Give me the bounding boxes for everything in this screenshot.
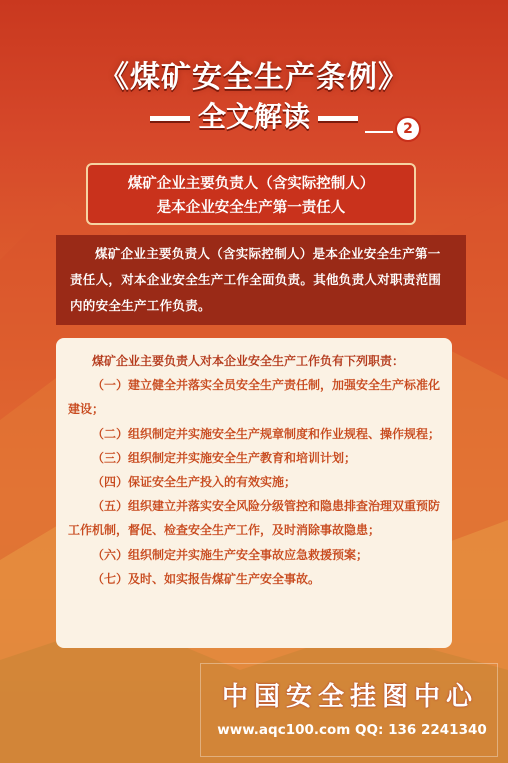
duties-intro: 煤矿企业主要负责人对本企业安全生产工作负有下列职责：: [92, 354, 405, 368]
badge-underline: [365, 131, 393, 133]
watermark-box: [200, 663, 498, 757]
dash-left: [150, 116, 190, 121]
duty-item: （三）组织制定并实施安全生产教育和培训计划；: [92, 450, 357, 465]
poster-title: 《煤矿安全生产条例》: [99, 60, 409, 95]
headline-line-2: 是本企业安全生产第一责任人: [156, 200, 346, 216]
duty-item: （六）组织制定并实施生产安全事故应急救援预案；: [92, 547, 369, 562]
dash-right: [318, 116, 358, 121]
duty-item: （二）组织制定并实施安全生产规章制度和作业规程、操作规程；: [92, 426, 441, 441]
duty-item: （四）保证安全生产投入的有效实施；: [92, 475, 297, 490]
duty-item: （七）及时、如实报告煤矿生产安全事故。: [92, 571, 321, 586]
duties-box: [56, 338, 452, 648]
headline-line-1: 煤矿企业主要负责人（含实际控制人）: [127, 176, 375, 192]
duty-item: （五）组织建立并落实安全风险分级管控和隐患排查治理双重预防工作机制，督促、检查安全生产工作，及时消除事故隐患；: [68, 499, 441, 538]
headline-box: [86, 163, 416, 225]
summary-text: 煤矿企业主要负责人（含实际控制人）是本企业安全生产第一责任人，对本企业安全生产工作全面负责。其他负责人对职责范围内的安全生产工作负责。: [70, 246, 442, 313]
poster-subtitle: [0, 95, 508, 135]
section-number-badge: 2: [395, 116, 421, 142]
watermark-title: 中国安全挂图中心: [221, 682, 478, 712]
poster-subtitle-text: 全文解读: [197, 100, 310, 133]
watermark-url: www.aqc100.com QQ: 136 2241340: [217, 722, 487, 738]
duty-item: （一）建立健全并落实全员安全生产责任制，加强安全生产标准化建设；: [68, 378, 441, 417]
summary-box: [56, 235, 466, 325]
